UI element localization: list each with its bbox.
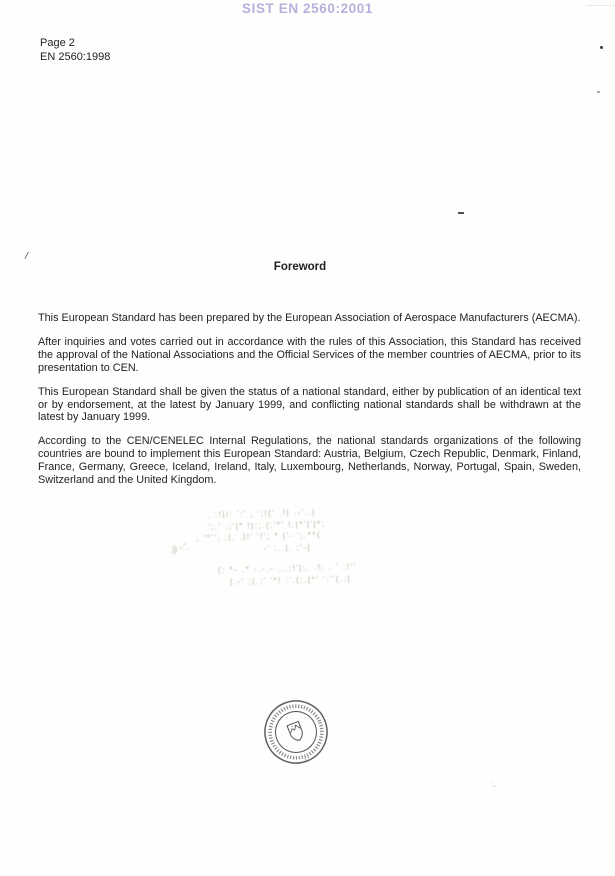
faded-stamp-line: . :!|i: ':' ; ';!(' .!| .-'..| (207, 507, 316, 520)
scan-artifact-dot (597, 91, 600, 93)
document-body (38, 312, 581, 498)
faded-stamp-line: , '*''; ;|. .|!' '!'; * |'- ';.**( (196, 530, 322, 544)
seal-shield-icon (287, 721, 305, 742)
scan-artifact-mark: / (23, 250, 29, 263)
faded-stamp-block (196, 506, 326, 555)
scan-artifact-dashes: ........... (585, 2, 615, 8)
watermark-header: SIST EN 2560:2001 (241, 1, 374, 16)
scan-artifact-dot (600, 46, 603, 49)
body-paragraph: This European Standard shall be given the status of a national standard, either by publication of an identical text or by endorsement, at the latest by January 1999, and conflicting national standards shall be withdrawn at the latest by January 1999. (38, 385, 581, 424)
standard-number: EN 2560:1998 (40, 50, 111, 63)
scan-artifact-dash (458, 212, 464, 214)
official-seal-stamp (254, 690, 338, 774)
faded-stamp-line: ';.' .;'|* !|:;.(;'*' !.|*'|'|*; (207, 519, 326, 532)
faded-stamp-smudge: .|i -:'. (169, 540, 190, 556)
seal-shield-stars (292, 725, 296, 726)
faded-stamp-block (218, 561, 357, 588)
scan-artifact-speck: :, (492, 781, 496, 788)
page-header (40, 37, 110, 64)
body-paragraph: This European Standard has been prepared by the European Association of Aerospace Manufacturers (AECMA). (38, 312, 581, 324)
faded-stamp-line: -' ;..|. ;'-| (263, 542, 312, 553)
foreword-heading: Foreword (273, 261, 327, 273)
seal-ring-text (262, 698, 329, 765)
faded-stamp-line: (: *- .* -.-.- ...:!'|;. .!: . ' .!'' (217, 562, 357, 575)
body-paragraph: After inquiries and votes carried out in accordance with the rules of this Association, this Standard has received the approval of the National Associations and the Official Services of the member countries of AECMA, prior to its presentation to CEN. (38, 335, 581, 374)
seal-outer-ring (256, 692, 337, 773)
faded-stamp-line: |.-' ;(.;' '*! :'.(;.(*' ':''(.:| (230, 573, 352, 587)
page-number: Page 2 (40, 37, 75, 49)
body-paragraph: According to the CEN/CENELEC Internal Regulations, the national standards organizations of the following countries are bound to implement this European Standard: Austria, Belgium, Czech Republic, Denmark, Finland, France, Germany, Greece, Iceland, Ireland, Italy, Luxembourg, Netherlands, Norway, Portugal, Spain, Sweden, Switzerland and the United Kingdom. (38, 435, 581, 487)
